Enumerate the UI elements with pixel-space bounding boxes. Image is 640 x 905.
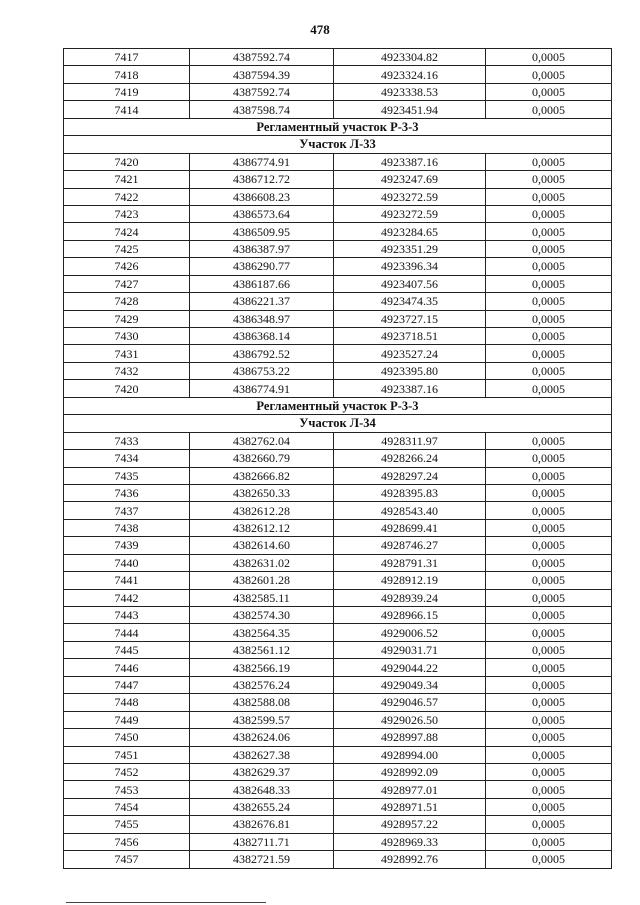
y-coordinate-cell: 4928994.00 [334,746,486,763]
error-cell: 0,0005 [486,240,612,257]
y-coordinate-cell: 4928971.51 [334,798,486,815]
table-row [64,171,612,188]
x-coordinate-cell: 4382711.71 [190,833,334,850]
table-row [64,572,612,589]
table-row [64,537,612,554]
point-number-cell: 7421 [64,171,190,188]
x-coordinate-cell: 4386387.97 [190,240,334,257]
x-coordinate-cell: 4382648.33 [190,781,334,798]
point-number-cell: 7438 [64,519,190,536]
point-number-cell: 7452 [64,763,190,780]
table-row [64,66,612,83]
table-row [64,275,612,292]
y-coordinate-cell: 4928966.15 [334,607,486,624]
table-row [64,781,612,798]
error-cell: 0,0005 [486,66,612,83]
table-row [64,345,612,362]
error-cell: 0,0005 [486,729,612,746]
point-number-cell: 7420 [64,153,190,170]
table-row [64,798,612,815]
point-number-cell: 7449 [64,711,190,728]
section-subtitle: Участок Л-33 [64,136,612,153]
table-row [64,258,612,275]
y-coordinate-cell: 4928791.31 [334,554,486,571]
point-number-cell: 7425 [64,240,190,257]
x-coordinate-cell: 4386753.22 [190,362,334,379]
y-coordinate-cell: 4928969.33 [334,833,486,850]
point-number-cell: 7432 [64,362,190,379]
y-coordinate-cell: 4923324.16 [334,66,486,83]
x-coordinate-cell: 4387592.74 [190,83,334,100]
point-number-cell: 7426 [64,258,190,275]
table-row [64,293,612,310]
table-row [64,83,612,100]
error-cell: 0,0005 [486,258,612,275]
table-row [64,380,612,397]
error-cell: 0,0005 [486,607,612,624]
point-number-cell: 7441 [64,572,190,589]
point-number-cell: 7428 [64,293,190,310]
error-cell: 0,0005 [486,572,612,589]
error-cell: 0,0005 [486,432,612,449]
y-coordinate-cell: 4923284.65 [334,223,486,240]
y-coordinate-cell: 4923718.51 [334,328,486,345]
page-number: 478 [310,22,330,37]
y-coordinate-cell: 4928957.22 [334,816,486,833]
x-coordinate-cell: 4386187.66 [190,275,334,292]
coordinates-table [63,48,612,869]
x-coordinate-cell: 4382655.24 [190,798,334,815]
point-number-cell: 7422 [64,188,190,205]
x-coordinate-cell: 4386290.77 [190,258,334,275]
error-cell: 0,0005 [486,502,612,519]
error-cell: 0,0005 [486,380,612,397]
x-coordinate-cell: 4382650.33 [190,484,334,501]
x-coordinate-cell: 4386573.64 [190,205,334,222]
table-row [64,519,612,536]
x-coordinate-cell: 4382721.59 [190,851,334,868]
x-coordinate-cell: 4382627.38 [190,746,334,763]
point-number-cell: 7448 [64,694,190,711]
error-cell: 0,0005 [486,798,612,815]
x-coordinate-cell: 4382612.12 [190,519,334,536]
error-cell: 0,0005 [486,467,612,484]
y-coordinate-cell: 4928266.24 [334,450,486,467]
point-number-cell: 7446 [64,659,190,676]
y-coordinate-cell: 4929046.57 [334,694,486,711]
error-cell: 0,0005 [486,624,612,641]
x-coordinate-cell: 4386712.72 [190,171,334,188]
x-coordinate-cell: 4386348.97 [190,310,334,327]
x-coordinate-cell: 4382612.28 [190,502,334,519]
section-subtitle-row [64,415,612,432]
y-coordinate-cell: 4923527.24 [334,345,486,362]
x-coordinate-cell: 4382585.11 [190,589,334,606]
error-cell: 0,0005 [486,519,612,536]
section-title: Регламентный участок Р-3-3 [64,118,612,135]
error-cell: 0,0005 [486,641,612,658]
x-coordinate-cell: 4382676.81 [190,816,334,833]
x-coordinate-cell: 4382624.06 [190,729,334,746]
x-coordinate-cell: 4386774.91 [190,380,334,397]
x-coordinate-cell: 4382762.04 [190,432,334,449]
y-coordinate-cell: 4923395.80 [334,362,486,379]
y-coordinate-cell: 4928992.76 [334,851,486,868]
point-number-cell: 7454 [64,798,190,815]
point-number-cell: 7442 [64,589,190,606]
y-coordinate-cell: 4923396.34 [334,258,486,275]
table-row [64,153,612,170]
x-coordinate-cell: 4382629.37 [190,763,334,780]
table-row [64,763,612,780]
table-row [64,49,612,66]
y-coordinate-cell: 4923351.29 [334,240,486,257]
point-number-cell: 7418 [64,66,190,83]
y-coordinate-cell: 4928395.83 [334,484,486,501]
y-coordinate-cell: 4923387.16 [334,153,486,170]
section-title-row [64,397,612,414]
error-cell: 0,0005 [486,537,612,554]
point-number-cell: 7427 [64,275,190,292]
table-row [64,833,612,850]
error-cell: 0,0005 [486,153,612,170]
table-row [64,816,612,833]
x-coordinate-cell: 4382631.02 [190,554,334,571]
table-row [64,310,612,327]
point-number-cell: 7440 [64,554,190,571]
section-title: Регламентный участок Р-3-3 [64,397,612,414]
x-coordinate-cell: 4387592.74 [190,49,334,66]
table-row [64,641,612,658]
point-number-cell: 7445 [64,641,190,658]
table-row [64,694,612,711]
y-coordinate-cell: 4928311.97 [334,432,486,449]
y-coordinate-cell: 4928699.41 [334,519,486,536]
table-row [64,205,612,222]
x-coordinate-cell: 4386792.52 [190,345,334,362]
point-number-cell: 7451 [64,746,190,763]
error-cell: 0,0005 [486,345,612,362]
table-row [64,223,612,240]
table-row [64,589,612,606]
error-cell: 0,0005 [486,781,612,798]
x-coordinate-cell: 4386774.91 [190,153,334,170]
table-row [64,188,612,205]
point-number-cell: 7457 [64,851,190,868]
x-coordinate-cell: 4386509.95 [190,223,334,240]
table-row [64,746,612,763]
point-number-cell: 7435 [64,467,190,484]
y-coordinate-cell: 4923474.35 [334,293,486,310]
point-number-cell: 7439 [64,537,190,554]
error-cell: 0,0005 [486,171,612,188]
section-subtitle-row [64,136,612,153]
error-cell: 0,0005 [486,833,612,850]
table-row [64,729,612,746]
error-cell: 0,0005 [486,362,612,379]
x-coordinate-cell: 4382599.57 [190,711,334,728]
y-coordinate-cell: 4929044.22 [334,659,486,676]
table-row [64,607,612,624]
point-number-cell: 7443 [64,607,190,624]
table-row [64,554,612,571]
table-row [64,624,612,641]
x-coordinate-cell: 4382564.35 [190,624,334,641]
table-row [64,240,612,257]
x-coordinate-cell: 4387598.74 [190,101,334,118]
y-coordinate-cell: 4928977.01 [334,781,486,798]
y-coordinate-cell: 4923387.16 [334,380,486,397]
table-row [64,362,612,379]
x-coordinate-cell: 4382566.19 [190,659,334,676]
point-number-cell: 7433 [64,432,190,449]
error-cell: 0,0005 [486,223,612,240]
point-number-cell: 7444 [64,624,190,641]
error-cell: 0,0005 [486,188,612,205]
table-row [64,711,612,728]
y-coordinate-cell: 4928543.40 [334,502,486,519]
y-coordinate-cell: 4928997.88 [334,729,486,746]
point-number-cell: 7414 [64,101,190,118]
table-row [64,450,612,467]
y-coordinate-cell: 4923727.15 [334,310,486,327]
footer-rule [66,902,266,903]
table-row [64,659,612,676]
point-number-cell: 7423 [64,205,190,222]
error-cell: 0,0005 [486,484,612,501]
table-row [64,467,612,484]
error-cell: 0,0005 [486,328,612,345]
point-number-cell: 7431 [64,345,190,362]
y-coordinate-cell: 4923407.56 [334,275,486,292]
point-number-cell: 7450 [64,729,190,746]
error-cell: 0,0005 [486,816,612,833]
error-cell: 0,0005 [486,676,612,693]
x-coordinate-cell: 4382614.60 [190,537,334,554]
error-cell: 0,0005 [486,205,612,222]
coordinates-table-body [64,49,612,869]
point-number-cell: 7417 [64,49,190,66]
y-coordinate-cell: 4928939.24 [334,589,486,606]
y-coordinate-cell: 4928746.27 [334,537,486,554]
error-cell: 0,0005 [486,293,612,310]
error-cell: 0,0005 [486,746,612,763]
table-row [64,502,612,519]
x-coordinate-cell: 4382574.30 [190,607,334,624]
x-coordinate-cell: 4386221.37 [190,293,334,310]
error-cell: 0,0005 [486,83,612,100]
y-coordinate-cell: 4923451.94 [334,101,486,118]
error-cell: 0,0005 [486,659,612,676]
point-number-cell: 7419 [64,83,190,100]
x-coordinate-cell: 4382588.08 [190,694,334,711]
point-number-cell: 7434 [64,450,190,467]
y-coordinate-cell: 4929049.34 [334,676,486,693]
y-coordinate-cell: 4929026.50 [334,711,486,728]
point-number-cell: 7437 [64,502,190,519]
error-cell: 0,0005 [486,763,612,780]
y-coordinate-cell: 4928912.19 [334,572,486,589]
y-coordinate-cell: 4928992.09 [334,763,486,780]
table-row [64,101,612,118]
y-coordinate-cell: 4929006.52 [334,624,486,641]
point-number-cell: 7429 [64,310,190,327]
error-cell: 0,0005 [486,851,612,868]
x-coordinate-cell: 4382601.28 [190,572,334,589]
x-coordinate-cell: 4387594.39 [190,66,334,83]
y-coordinate-cell: 4923304.82 [334,49,486,66]
y-coordinate-cell: 4928297.24 [334,467,486,484]
section-subtitle: Участок Л-34 [64,415,612,432]
point-number-cell: 7456 [64,833,190,850]
x-coordinate-cell: 4386608.23 [190,188,334,205]
y-coordinate-cell: 4929031.71 [334,641,486,658]
x-coordinate-cell: 4382660.79 [190,450,334,467]
y-coordinate-cell: 4923247.69 [334,171,486,188]
y-coordinate-cell: 4923272.59 [334,188,486,205]
x-coordinate-cell: 4382561.12 [190,641,334,658]
table-row [64,432,612,449]
error-cell: 0,0005 [486,554,612,571]
point-number-cell: 7455 [64,816,190,833]
point-number-cell: 7424 [64,223,190,240]
table-row [64,484,612,501]
error-cell: 0,0005 [486,275,612,292]
error-cell: 0,0005 [486,49,612,66]
error-cell: 0,0005 [486,711,612,728]
point-number-cell: 7430 [64,328,190,345]
x-coordinate-cell: 4386368.14 [190,328,334,345]
table-row [64,851,612,868]
point-number-cell: 7420 [64,380,190,397]
point-number-cell: 7447 [64,676,190,693]
error-cell: 0,0005 [486,589,612,606]
error-cell: 0,0005 [486,694,612,711]
x-coordinate-cell: 4382666.82 [190,467,334,484]
table-row [64,676,612,693]
y-coordinate-cell: 4923272.59 [334,205,486,222]
section-title-row [64,118,612,135]
point-number-cell: 7453 [64,781,190,798]
x-coordinate-cell: 4382576.24 [190,676,334,693]
table-row [64,328,612,345]
point-number-cell: 7436 [64,484,190,501]
error-cell: 0,0005 [486,101,612,118]
error-cell: 0,0005 [486,310,612,327]
error-cell: 0,0005 [486,450,612,467]
y-coordinate-cell: 4923338.53 [334,83,486,100]
